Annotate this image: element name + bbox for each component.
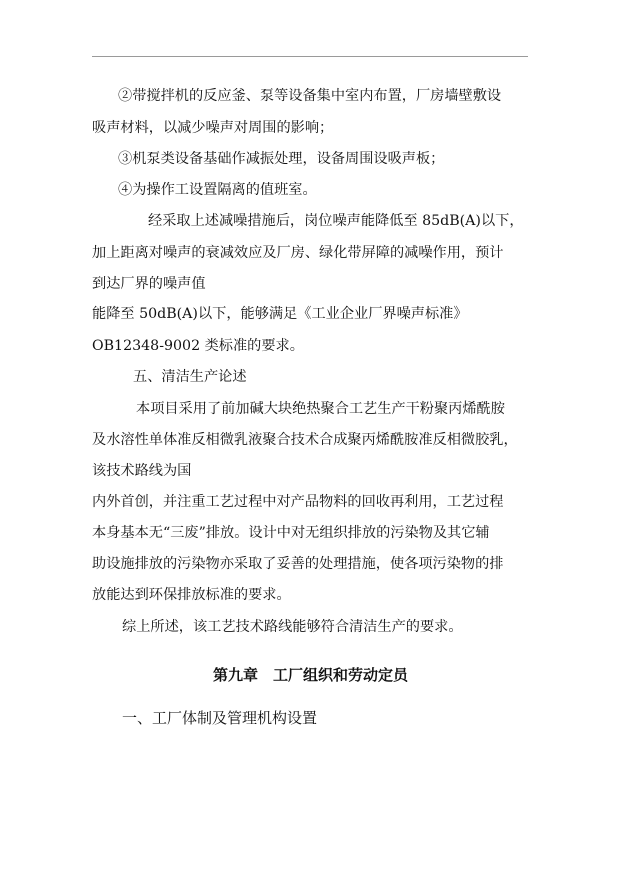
paragraph-line: ④为操作工设置隔离的值班室。 bbox=[118, 182, 317, 198]
paragraph-line: 经采取上述减噪措施后，岗位噪声能降低至 85dB(A)以下， bbox=[148, 213, 524, 229]
paragraph-line: 本身基本无“三废”排放。设计中对无组织排放的污染物及其它辅 bbox=[92, 525, 490, 541]
paragraph-line: 助设施排放的污染物亦采取了妥善的处理措施，使各项污染物的排 bbox=[92, 556, 504, 572]
paragraph-line: 该技术路线为国 bbox=[92, 463, 192, 479]
paragraph-line: 本项目采用了前加碱大块绝热聚合工艺生产干粉聚丙烯酰胺 bbox=[136, 401, 505, 417]
paragraph-line: 及水溶性单体准反相微乳液聚合技术合成聚丙烯酰胺准反相微胶乳， bbox=[92, 432, 518, 448]
paragraph-line: 加上距离对噪声的衰减效应及厂房、绿化带屏障的减噪作用，预计 bbox=[92, 245, 504, 261]
section-title: 一、工厂体制及管理机构设置 bbox=[122, 709, 318, 727]
paragraph-line: 内外首创，并注重工艺过程中对产品物料的回收再利用，工艺过程 bbox=[92, 494, 504, 510]
header-rule bbox=[92, 56, 528, 57]
section-heading: 五、清洁生产论述 bbox=[133, 369, 247, 385]
chapter-title: 第九章 工厂组织和劳动定员 bbox=[212, 666, 408, 684]
paragraph-line: 综上所述，该工艺技术路线能够符合清洁生产的要求。 bbox=[122, 619, 463, 635]
paragraph-line: 吸声材料，以减少噪声对周围的影响； bbox=[92, 120, 334, 136]
paragraph-line: 到达厂界的噪声值 bbox=[92, 276, 206, 292]
paragraph-line: ②带搅拌机的反应釜、泵等设备集中室内布置，厂房墙壁敷设 bbox=[118, 88, 502, 104]
paragraph-line: 放能达到环保排放标准的要求。 bbox=[92, 587, 291, 603]
paragraph-line: 能降至 50dB(A)以下，能够满足《工业企业厂界噪声标准》 bbox=[92, 306, 468, 322]
paragraph-line: ③机泵类设备基础作减振处理，设备周围设吸声板； bbox=[118, 151, 445, 167]
paragraph-line: OB12348-9002 类标准的要求。 bbox=[92, 338, 304, 354]
